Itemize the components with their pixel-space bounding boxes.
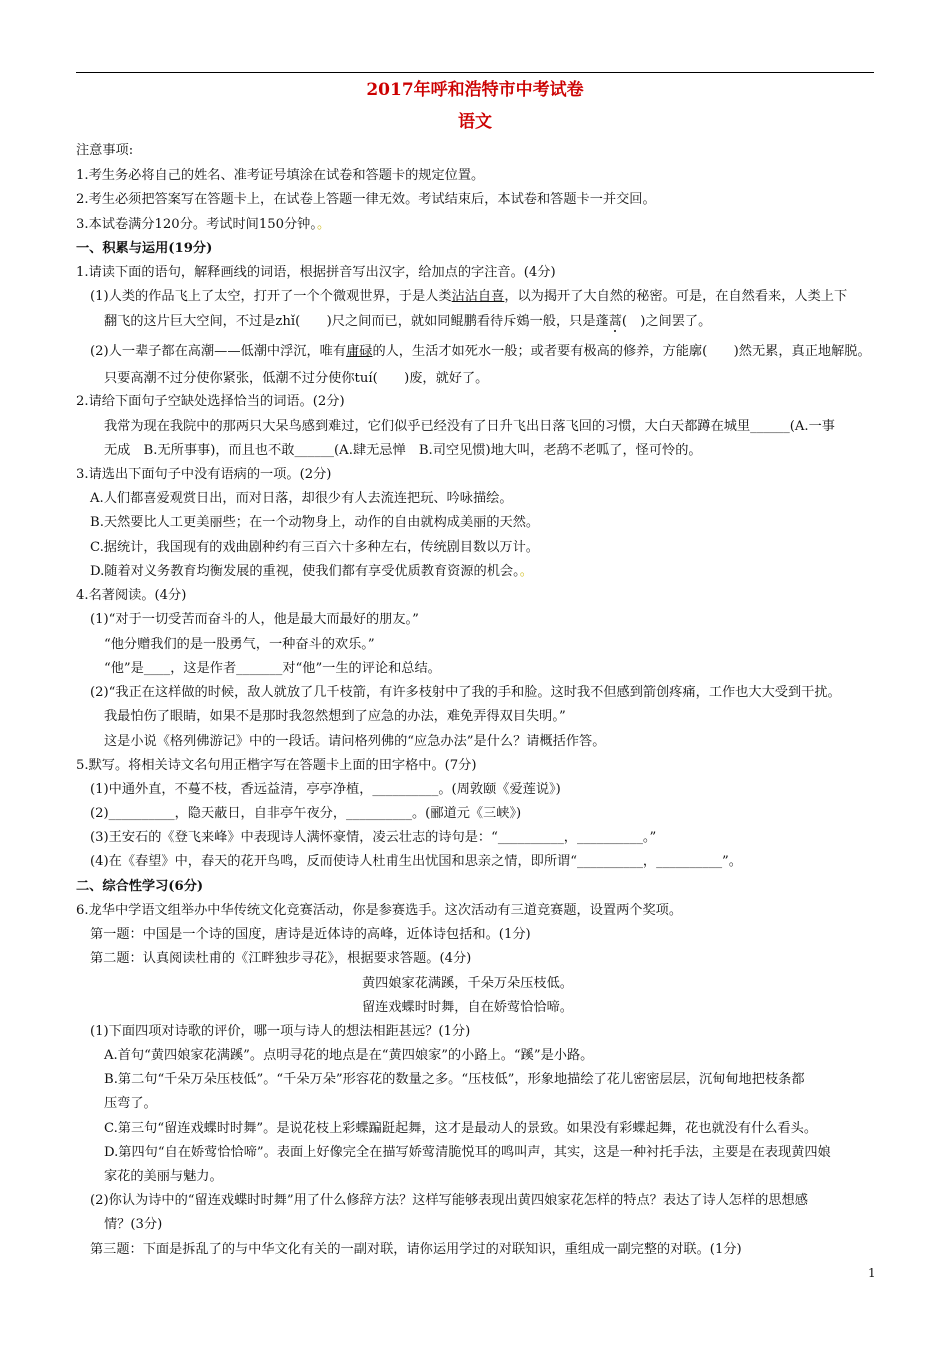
q1-stem: 1.请读下面的语句，解释画线的词语，根据拼音写出汉字，给加点的字注音。(4分) [76,265,556,280]
header-rule [76,72,874,73]
q4-part1-line3: “他”是____，这是作者_______对“他”一生的评论和总结。 [104,661,441,676]
q5-line3: (3)王安石的《登飞来峰》中表现诗人满怀豪情，凌云壮志的诗句是：“__________，__________。” [90,830,657,845]
q3-option-b: B.天然要比人工更美丽些；在一个动物身上，动作的自由就构成美丽的天然。 [90,515,540,530]
q1-part1-line2: 翻飞的这片巨大空间，不过是zhǐ( )尺之间而已，就如同鲲鹏看待斥鴳一般，只是蓬蒿( )之间罢了。 [104,314,712,329]
q6-task1: 第一题：中国是一个诗的国度，唐诗是近体诗的高峰，近体诗包括和。(1分) [90,927,531,942]
q3-option-c: C.据统计，我国现有的戏曲剧种约有三百六十多种左右，传统剧目数以万计。 [90,540,539,555]
notice-item-3: 3.本试卷满分120分。考试时间150分钟。。 [76,217,331,232]
subject-title: 语文 [458,112,492,132]
q2-line1: 我常为现在我院中的那两只大呆鸟感到难过，它们似乎已经没有了日升飞出日落飞回的习惯，大白天都蹲在城里______(A.一事 [104,419,835,434]
q6-option-b-line1: B.第二句“千朵万朵压枝低”。“千朵万朵”形容花的数量之多。“压枝低”，形象地描绘了花儿密密层层，沉甸甸地把枝条都 [104,1072,805,1087]
q6-option-d-line1: D.第四句“自在娇莺恰恰啼”。表面上好像完全在描写娇莺清脆悦耳的鸣叫声，其实，这是一种衬托手法，主要是在表现黄四娘 [104,1145,831,1160]
q6-sub2-line2: 情？(3分) [104,1217,163,1232]
q4-part1-line2: “他分赠我们的是一股勇气，一种奋斗的欢乐。” [104,637,375,652]
q2-stem: 2.请给下面句子空缺处选择恰当的词语。(2分) [76,394,345,409]
q3-option-a: A.人们都喜爱观赏日出，而对日落，却很少有人去流连把玩、吟咏描绘。 [90,491,513,506]
q6-option-c: C.第三句“留连戏蝶时时舞”。是说花枝上彩蝶蹁跹起舞，这才是最动人的景致。如果没有彩蝶起舞，花也就没有什么看头。 [104,1121,818,1136]
q6-option-a: A.首句“黄四娘家花满蹊”。点明寻花的地点是在“黄四娘家”的小路上。“蹊”是小路。 [104,1048,594,1063]
q4-part2-line3: 这是小说《格列佛游记》中的一段话。请问格列佛的“应急办法”是什么？请概括作答。 [104,734,606,749]
q5-line1: (1)中通外直，不蔓不枝，香远益清，亭亭净植，__________。(周敦颐《爱莲说》) [90,782,561,797]
section-2-heading: 二、综合性学习(6分) [76,879,204,894]
q3-stem: 3.请选出下面句子中没有语病的一项。(2分) [76,467,332,482]
q1-part2-line1: (2)人一辈子都在高潮——低潮中浮沉，唯有庸碌的人，生活才如死水一般；或者要有极高的修养，方能廓( )然无累，真正地解脱。 [90,344,871,359]
dotted-character: 蒿 [608,314,622,329]
q1-part2-line2: 只要高潮不过分使你紧张，低潮不过分使你tuí( )废，就好了。 [104,371,489,386]
q4-part1-line1: (1)“对于一切受苦而奋斗的人，他是最大而最好的朋友。” [90,612,419,627]
q6-task3: 第三题：下面是拆乱了的与中华文化有关的一副对联，请你运用学过的对联知识，重组成一副完整的对联。(1分) [90,1242,742,1257]
poem-line-2: 留连戏蝶时时舞，自在娇莺恰恰啼。 [362,1000,573,1015]
q6-task2: 第二题：认真阅读杜甫的《江畔独步寻花》，根据要求答题。(4分) [90,951,472,966]
underlined-word: 沾沾自喜 [451,289,505,304]
q1-part1-line1: (1)人类的作品飞上了太空，打开了一个个微观世界，于是人类沾沾自喜，以为揭开了大自然的秘密。可是，在自然看来，人类上下 [90,289,848,304]
q6-sub2-line1: (2)你认为诗中的“留连戏蝶时时舞”用了什么修辞方法？这样写能够表现出黄四娘家花怎样的特点？表达了诗人怎样的思想感 [90,1193,808,1208]
q6-sub1: (1)下面四项对诗歌的评价，哪一项与诗人的想法相距甚远？(1分) [90,1024,471,1039]
q4-part2-line1: (2)“我正在这样做的时候，敌人就放了几千枝箭，有许多枝射中了我的手和脸。这时我不但感到箭创疼痛，工作也大大受到干扰。 [90,685,841,700]
page-number: 1 [868,1266,876,1280]
section-1-heading: 一、积累与运用(19分) [76,241,213,256]
notice-item-2: 2.考生必须把答案写在答题卡上，在试卷上答题一律无效。考试结束后，本试卷和答题卡一并交回。 [76,192,656,207]
q5-line4: (4)在《春望》中，春天的花开鸟鸣，反而使诗人杜甫生出忧国和思亲之情，即所谓“__________，__________”。 [90,854,742,869]
q6-stem: 6.龙华中学语文组举办中华传统文化竞赛活动，你是参赛选手。这次活动有三道竞赛题，设置两个奖项。 [76,903,683,918]
q6-option-b-line2: 压弯了。 [104,1096,157,1111]
q4-stem: 4.名著阅读。(4分) [76,588,187,603]
notice-heading: 注意事项: [76,143,134,158]
q6-option-d-line2: 家花的美丽与魅力。 [104,1169,223,1184]
q5-line2: (2)__________，隐天蔽日，自非亭午夜分，__________。(郦道元《三峡》) [90,806,522,821]
notice-item-1: 1.考生务必将自己的姓名、准考证号填涂在试卷和答题卡的规定位置。 [76,168,485,183]
exam-title: 2017年呼和浩特市中考试卷 [366,80,584,100]
q5-stem: 5.默写。将相关诗文名句用正楷字写在答题卡上面的田字格中。(7分) [76,758,477,773]
poem-line-1: 黄四娘家花满蹊，千朵万朵压枝低。 [362,976,573,991]
q4-part2-line2: 我最怕伤了眼睛，如果不是那时我忽然想到了应急的办法，难免弄得双目失明。” [104,709,566,724]
q2-line2: 无成 B.无所事事)，而且也不敢______(A.肆无忌惮 B.司空见惯)地大叫，老鸹不老呱了，怪可怜的。 [104,443,702,458]
q3-option-d: D.随着对义务教育均衡发展的重视，使我们都有享受优质教育资源的机会。。 [90,564,533,579]
underlined-word: 庸碌 [346,344,373,359]
